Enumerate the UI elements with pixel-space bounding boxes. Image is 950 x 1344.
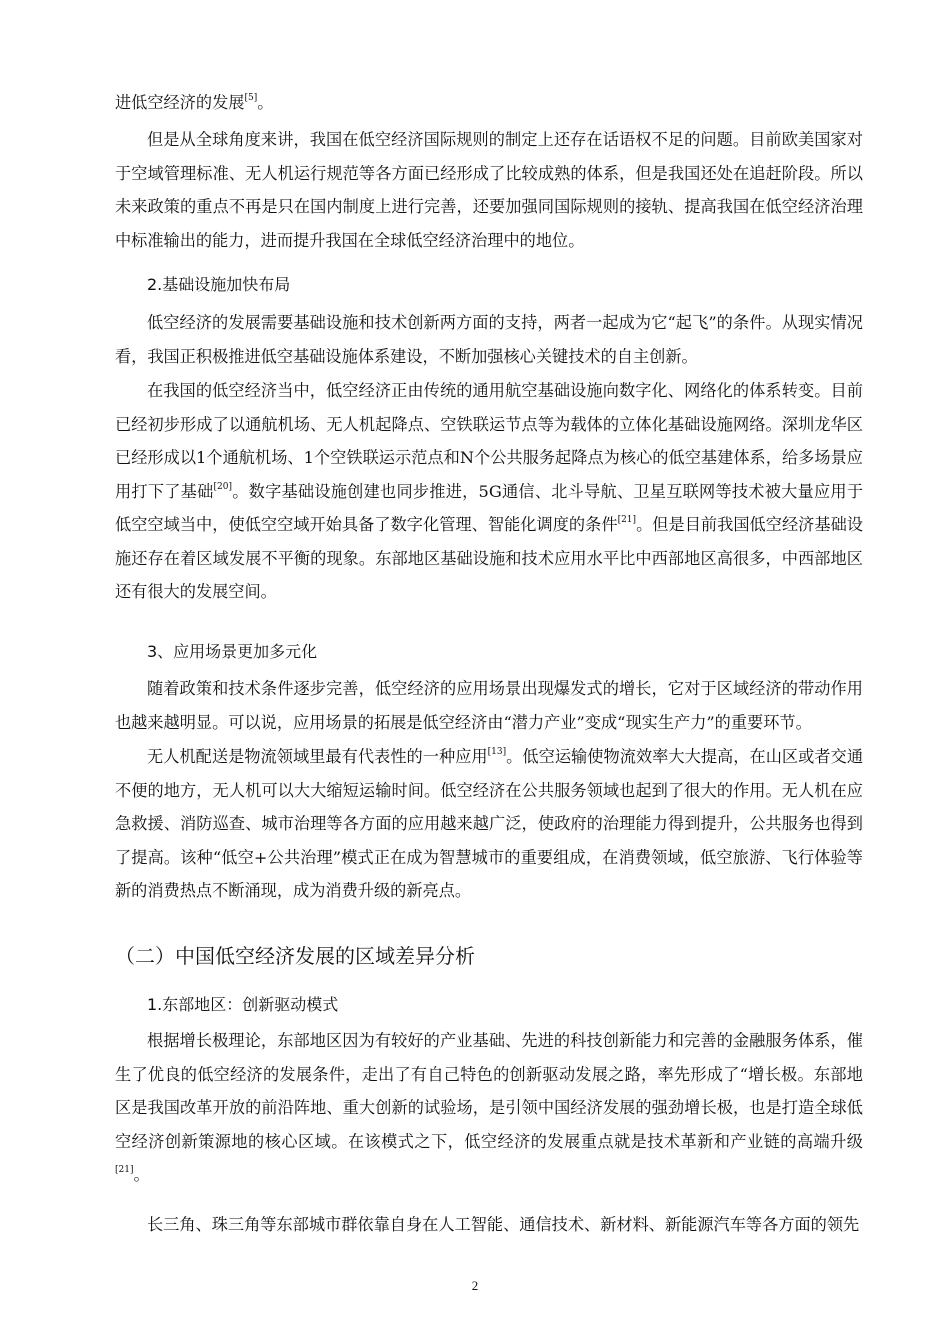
citation-ref: [21]: [115, 1165, 134, 1175]
paragraph-text: 无人机配送是物流领域里最有代表性的一种应用: [147, 747, 488, 766]
heading-east-region: 1.东部地区：创新驱动模式: [147, 995, 339, 1014]
paragraph-city-clusters: 长三角、珠三角等东部城市群依靠自身在人工智能、通信技术、新材料、新能源汽车等各方面的领先: [147, 1215, 860, 1234]
citation-ref: [21]: [617, 515, 637, 525]
paragraph-text: 根据增长极理论，东部地区因为有较好的产业基础、先进的科技创新能力和完善的金融服务体系，催生了优良的低空经济的发展条件，走出了有自己特色的创新驱动发展之路，率先形成了“增长极。东部地区是我国改革开放的前沿阵地、重大创新的试验场，是引领中国经济发展的强劲增长极，也是打造全球低空经济创新策源地的核心区域。在该模式之下，低空经济的发展重点就是技术革新和产业链的高端升级: [115, 1031, 863, 1151]
paragraph-tail: 。: [257, 93, 274, 112]
paragraph-text: 。但是目前我国低空经济基础设施还存在着区域发展不平衡的现象。东部地区基础设施和技术应用水平比中西部地区高很多，中西部地区还有很大的发展空间。: [115, 515, 864, 601]
paragraph-global-rules: 但是从全球角度来讲，我国在低空经济国际规则的制定上还存在话语权不足的问题。目前欧美国家对于空域管理标准、无人机运行规范等各方面已经形成了比较成熟的体系，但是我国还处在追赶阶段。所以未来政策的重点不再是只在国内制度上进行完善，还要加强同国际规则的接轨、提高我国在低空经济治理中标准输出的能力，进而提升我国在全球低空经济治理中的地位。: [115, 130, 863, 250]
section-heading-regional: （二）中国低空经济发展的区域差异分析: [115, 944, 475, 968]
citation-ref: [5]: [244, 93, 258, 103]
paragraph-text: 进低空经济的发展: [115, 93, 245, 112]
citation-ref: [13]: [487, 747, 507, 757]
paragraph-text: 在我国的低空经济当中，低空经济正由传统的通用航空基础设施向数字化、网络化的体系转变。目前已经初步形成了以通航机场、无人机起降点、空铁联运节点等为载体的立体化基础设施网络。深圳龙华区已经形成以1个通航机场、1个空铁联运示范点和N个公共服务起降点为核心的低空基建体系，给多场景应用打下了基础: [115, 381, 863, 501]
heading-infrastructure: 2.基础设施加快布局: [147, 275, 291, 294]
paragraph-infra-intro: 低空经济的发展需要基础设施和技术创新两方面的支持，两者一起成为它“起飞”的条件。从现实情况看，我国正积极推进低空基础设施体系建设，不断加强核心关键技术的自主创新。: [115, 313, 863, 366]
paragraph-apps-intro: 随着政策和技术条件逐步完善，低空经济的应用场景出现爆发式的增长，它对于区域经济的带动作用也越来越明显。可以说，应用场景的拓展是低空经济由“潜力产业”变成“现实生产力”的重要环节。: [115, 679, 863, 732]
page-number: 2: [471, 1278, 479, 1293]
paragraph-east-region: [115, 1024, 863, 1192]
paragraph-text: 。: [133, 1165, 150, 1184]
paragraph-text: 。数字基础设施创建也同步推进，5G通信、北斗导航、卫星互联网等技术被大量应用于低空空域当中，使低空空域开始具备了数字化管理、智能化调度的条件: [115, 481, 864, 534]
paragraph-continuation: [115, 86, 863, 120]
heading-applications: 3、应用场景更加多元化: [147, 642, 318, 661]
paragraph-text: 。低空运输使物流效率大大提高，在山区或者交通不便的地方，无人机可以大大缩短运输时间。低空经济在公共服务领域也起到了很大的作用。无人机在应急救援、消防巡查、城市治理等各方面的应用越来越广泛，使政府的治理能力得到提升，公共服务也得到了提高。该种“低空+公共治理”模式正在成为智慧城市的重要组成，在消费领域，低空旅游、飞行体验等新的消费热点不断涌现，成为消费升级的新亮点。: [115, 747, 864, 900]
paragraph-infra-details: [115, 374, 863, 609]
paragraph-apps-details: [115, 740, 863, 908]
citation-ref: [20]: [213, 481, 233, 492]
